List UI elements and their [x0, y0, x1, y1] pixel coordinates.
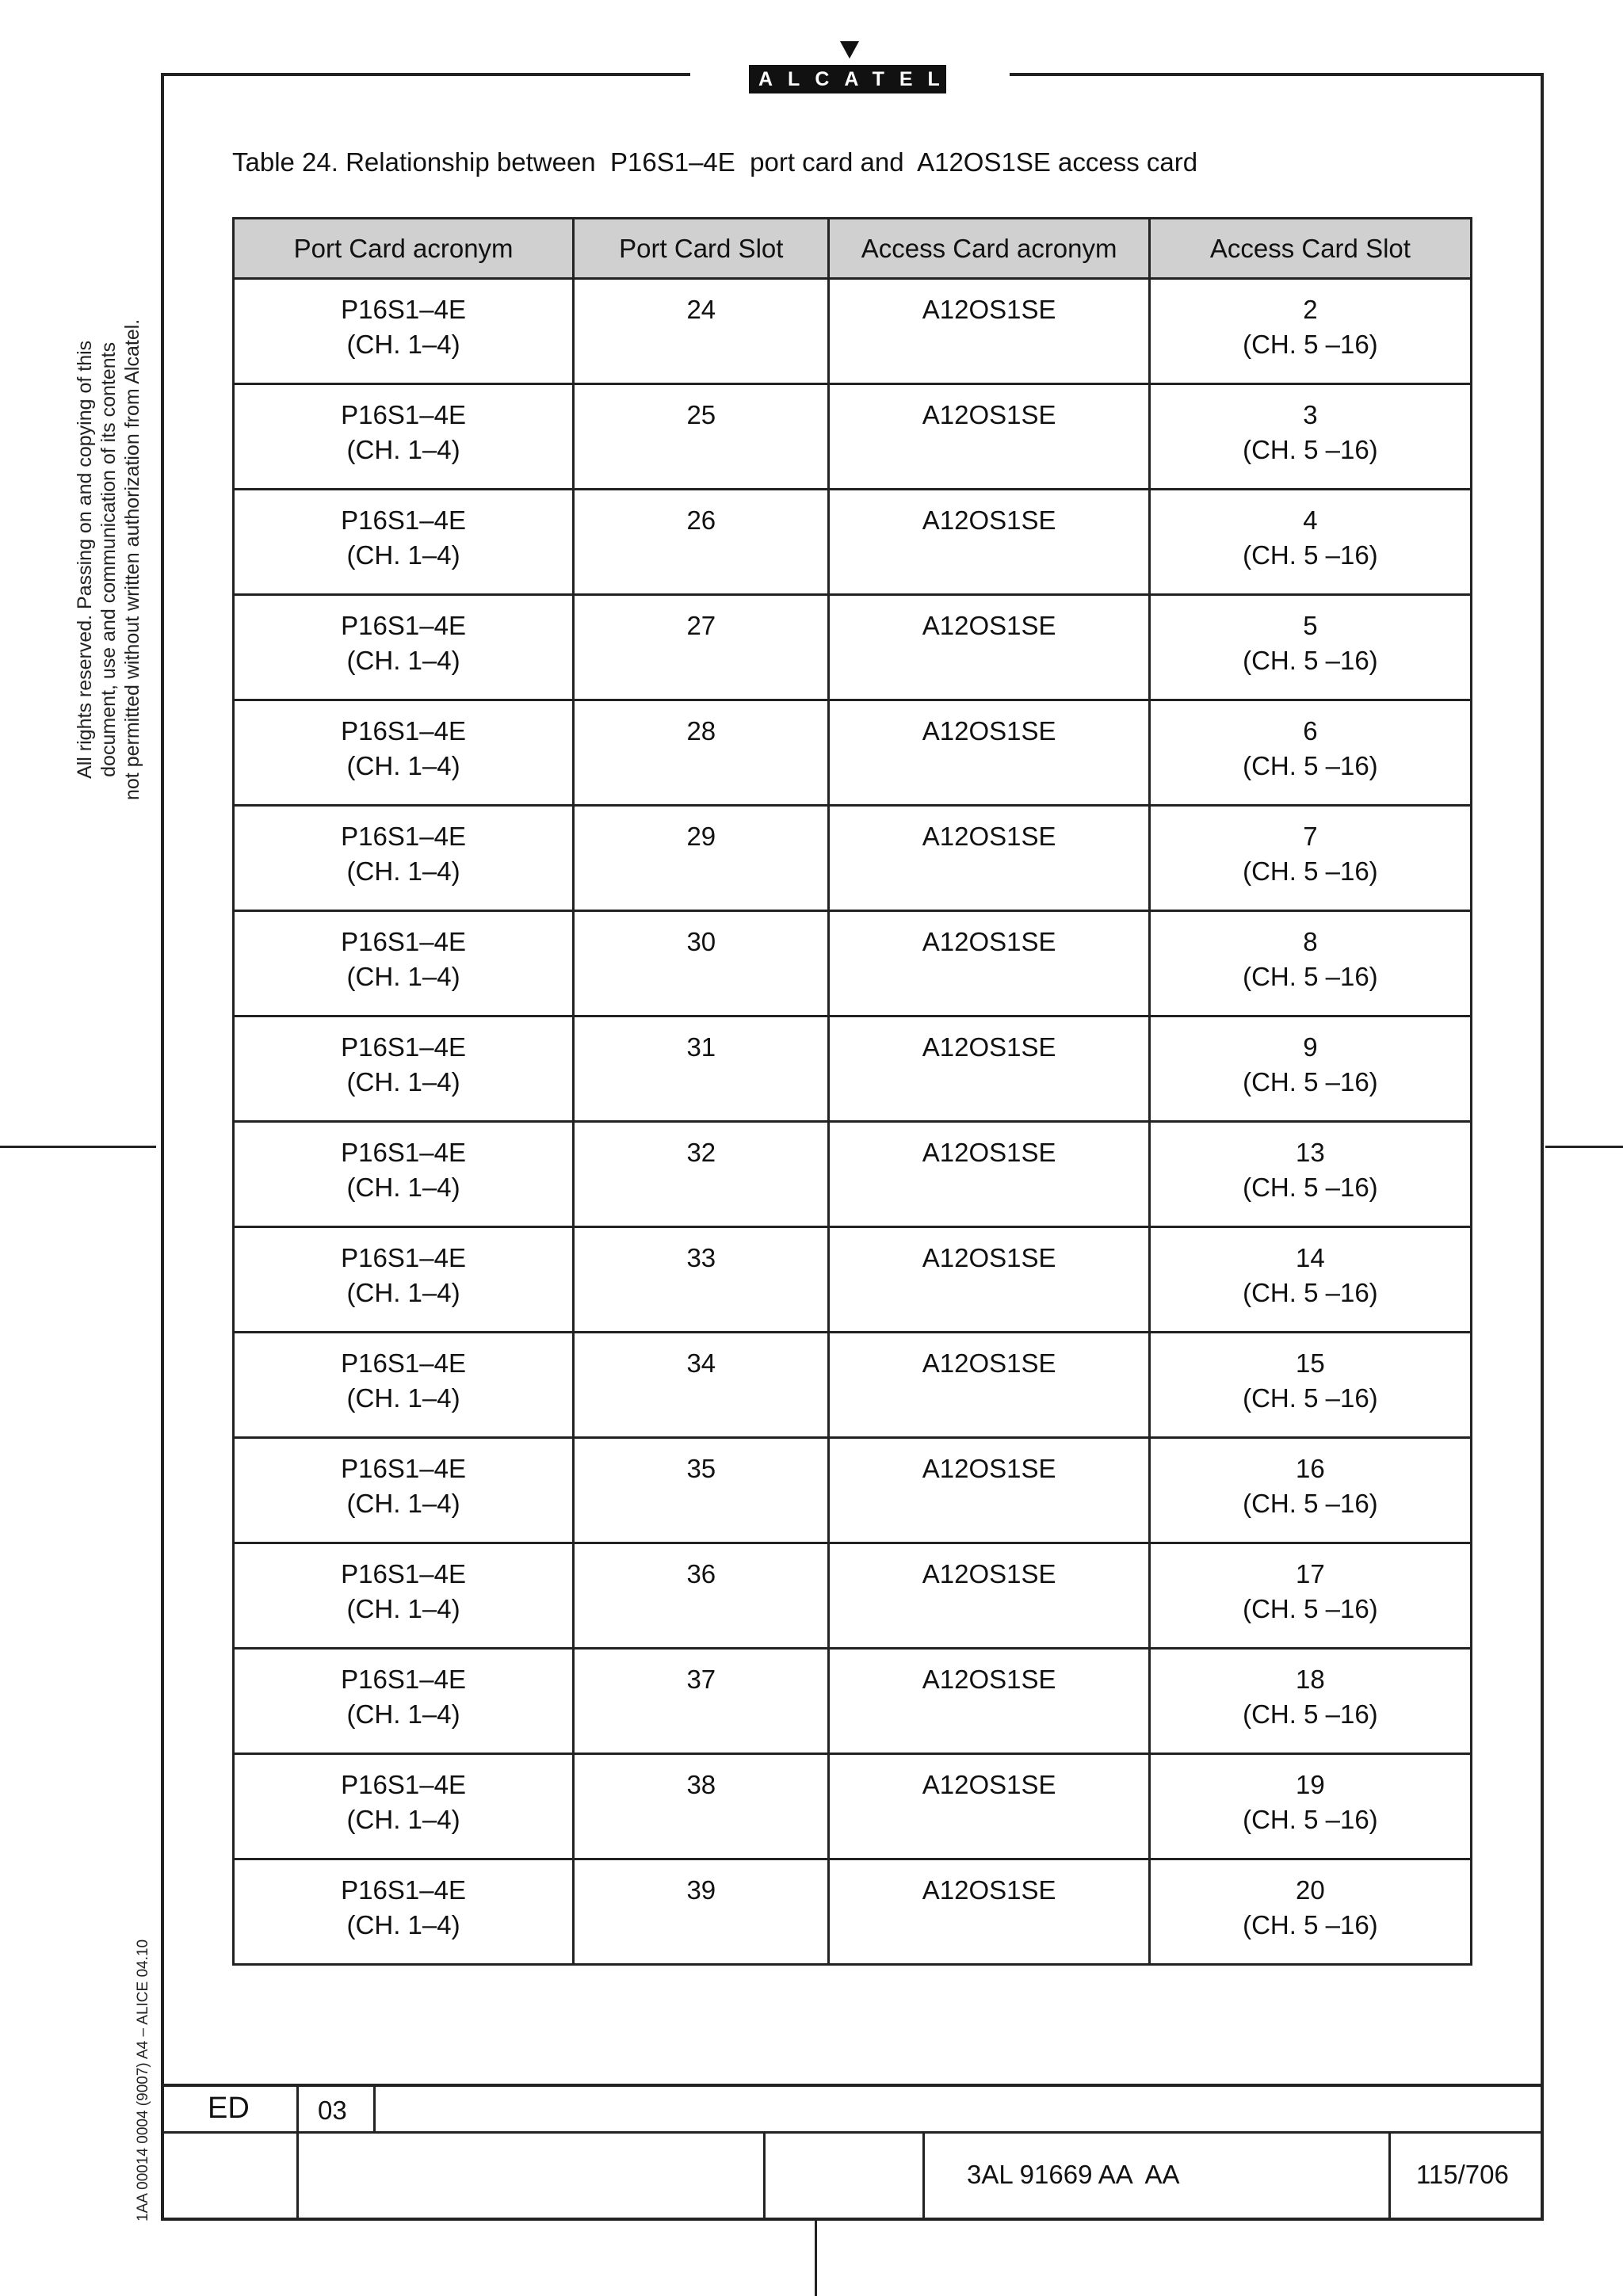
cell-access-card-slot	[1149, 1754, 1471, 1859]
cell-port-card-acronym	[234, 1543, 574, 1649]
cell-access-card-slot-text: (CH. 5 –16)	[1243, 1383, 1378, 1413]
cell-access-card-acronym	[829, 806, 1149, 911]
table-row	[234, 1859, 1472, 1965]
cell-access-card-slot-text: (CH. 5 –16)	[1243, 1805, 1378, 1834]
cell-access-card-slot-text: (CH. 5 –16)	[1243, 1489, 1378, 1518]
cell-port-card-acronym-text: P16S1–4E	[341, 716, 466, 746]
cell-access-card-slot-text: 18	[1296, 1665, 1325, 1694]
cell-access-card-slot-text: 8	[1303, 927, 1318, 956]
cell-port-card-acronym-text: P16S1–4E	[341, 1032, 466, 1062]
cell-access-card-acronym	[829, 384, 1149, 490]
header-access-card-slot: Access Card Slot	[1149, 219, 1471, 279]
cell-access-card-acronym-text: A12OS1SE	[922, 295, 1056, 324]
cell-port-card-slot	[574, 384, 829, 490]
cell-access-card-acronym	[829, 595, 1149, 700]
relationship-table	[232, 217, 1472, 1966]
frame-right	[1541, 73, 1544, 2220]
cell-port-card-acronym-text: P16S1–4E	[341, 1348, 466, 1378]
cell-port-card-acronym-text: (CH. 1–4)	[346, 1489, 460, 1518]
cell-port-card-acronym-text: (CH. 1–4)	[346, 1383, 460, 1413]
cell-port-card-acronym	[234, 1649, 574, 1754]
cell-access-card-acronym-text: A12OS1SE	[922, 822, 1056, 851]
table-row	[234, 1754, 1472, 1859]
frame-top-left	[161, 73, 690, 76]
table-row	[234, 1543, 1472, 1649]
cell-access-card-acronym	[829, 1754, 1149, 1859]
cell-port-card-slot-text: 35	[686, 1454, 716, 1483]
table-row	[234, 279, 1472, 384]
table-row	[234, 700, 1472, 806]
cell-access-card-acronym	[829, 490, 1149, 595]
cell-access-card-acronym	[829, 1438, 1149, 1543]
fold-mark-left	[0, 1146, 156, 1148]
title-block-mid	[161, 2131, 1544, 2134]
cell-port-card-slot	[574, 1333, 829, 1438]
cell-port-card-acronym-text: P16S1–4E	[341, 822, 466, 851]
cell-access-card-acronym-text: A12OS1SE	[922, 1454, 1056, 1483]
cell-access-card-slot-text: 14	[1296, 1243, 1325, 1272]
cell-access-card-acronym-text: A12OS1SE	[922, 1032, 1056, 1062]
cell-access-card-slot	[1149, 1016, 1471, 1122]
title-block-div-1	[296, 2084, 299, 2220]
cell-access-card-slot-text: (CH. 5 –16)	[1243, 1910, 1378, 1939]
cell-port-card-acronym-text: (CH. 1–4)	[346, 1805, 460, 1834]
cell-access-card-slot	[1149, 1333, 1471, 1438]
cell-port-card-slot	[574, 806, 829, 911]
cell-port-card-acronym-text: (CH. 1–4)	[346, 330, 460, 359]
table-row	[234, 1649, 1472, 1754]
title-block-div-4	[922, 2131, 925, 2220]
cell-port-card-acronym-text: (CH. 1–4)	[346, 1594, 460, 1623]
cell-port-card-acronym	[234, 700, 574, 806]
frame-top-right	[1010, 73, 1544, 76]
cell-access-card-acronym-text: A12OS1SE	[922, 1770, 1056, 1799]
cell-access-card-slot	[1149, 911, 1471, 1016]
copyright-line-2: document, use and communication of its contents	[97, 341, 120, 777]
table-row	[234, 1227, 1472, 1333]
table-row	[234, 806, 1472, 911]
cell-port-card-acronym-text: P16S1–4E	[341, 1243, 466, 1272]
cell-access-card-acronym	[829, 1122, 1149, 1227]
cell-port-card-acronym-text: (CH. 1–4)	[346, 435, 460, 464]
cell-access-card-slot-text: 16	[1296, 1454, 1325, 1483]
table-row	[234, 1122, 1472, 1227]
cell-access-card-acronym	[829, 279, 1149, 384]
cell-port-card-acronym	[234, 279, 574, 384]
cell-port-card-slot	[574, 911, 829, 1016]
cell-access-card-slot-text: (CH. 5 –16)	[1243, 962, 1378, 991]
cell-access-card-acronym-text: A12OS1SE	[922, 927, 1056, 956]
header-port-card-slot: Port Card Slot	[574, 219, 829, 279]
cell-access-card-slot-text: (CH. 5 –16)	[1243, 856, 1378, 886]
cell-access-card-acronym-text: A12OS1SE	[922, 611, 1056, 640]
cell-port-card-slot-text: 31	[686, 1032, 716, 1062]
cell-access-card-slot	[1149, 595, 1471, 700]
cell-port-card-acronym-text: P16S1–4E	[341, 1559, 466, 1589]
page-number: 115/706	[1416, 2160, 1509, 2189]
cell-port-card-slot	[574, 490, 829, 595]
cell-port-card-acronym-text: (CH. 1–4)	[346, 751, 460, 780]
cell-port-card-slot	[574, 1122, 829, 1227]
cell-access-card-slot-text: 7	[1303, 822, 1318, 851]
cell-access-card-slot-text: (CH. 5 –16)	[1243, 1173, 1378, 1202]
table-header-row	[234, 219, 1472, 279]
cell-access-card-slot	[1149, 490, 1471, 595]
cell-access-card-slot-text: (CH. 5 –16)	[1243, 540, 1378, 570]
edition-value: 03	[318, 2096, 347, 2125]
cell-port-card-acronym-text: (CH. 1–4)	[346, 1278, 460, 1307]
cell-port-card-acronym-text: P16S1–4E	[341, 1875, 466, 1905]
cell-port-card-acronym	[234, 1122, 574, 1227]
cell-access-card-slot	[1149, 1227, 1471, 1333]
cell-port-card-slot-text: 38	[686, 1770, 716, 1799]
cell-access-card-slot-text: 19	[1296, 1770, 1325, 1799]
cell-port-card-acronym-text: (CH. 1–4)	[346, 646, 460, 675]
cell-access-card-acronym-text: A12OS1SE	[922, 400, 1056, 429]
cell-port-card-slot-text: 39	[686, 1875, 716, 1905]
cell-port-card-slot-text: 37	[686, 1665, 716, 1694]
cell-port-card-acronym	[234, 384, 574, 490]
cell-access-card-slot-text: 5	[1303, 611, 1318, 640]
cell-access-card-slot-text: (CH. 5 –16)	[1243, 1699, 1378, 1729]
bottom-center-mark	[815, 2220, 817, 2296]
cell-access-card-acronym	[829, 911, 1149, 1016]
cell-access-card-acronym	[829, 1649, 1149, 1754]
cell-access-card-slot-text: 13	[1296, 1138, 1325, 1167]
header-port-card-acronym: Port Card acronym	[234, 219, 574, 279]
cell-access-card-slot-text: (CH. 5 –16)	[1243, 330, 1378, 359]
cell-access-card-slot-text: 3	[1303, 400, 1318, 429]
cell-port-card-slot	[574, 1543, 829, 1649]
cell-port-card-acronym-text: P16S1–4E	[341, 505, 466, 535]
header-access-card-acronym: Access Card acronym	[829, 219, 1149, 279]
title-block-bottom	[161, 2218, 1544, 2221]
cell-access-card-slot	[1149, 279, 1471, 384]
cell-access-card-acronym	[829, 1859, 1149, 1965]
table-row	[234, 384, 1472, 490]
cell-port-card-acronym	[234, 490, 574, 595]
cell-port-card-slot-text: 26	[686, 505, 716, 535]
cell-port-card-acronym-text: (CH. 1–4)	[346, 1910, 460, 1939]
table-row	[234, 490, 1472, 595]
frame-left	[161, 73, 164, 2220]
cell-access-card-slot-text: (CH. 5 –16)	[1243, 1278, 1378, 1307]
edition-label: ED	[208, 2092, 250, 2125]
cell-access-card-slot	[1149, 700, 1471, 806]
cell-port-card-acronym-text: (CH. 1–4)	[346, 1067, 460, 1097]
cell-access-card-acronym-text: A12OS1SE	[922, 1559, 1056, 1589]
cell-port-card-acronym	[234, 1754, 574, 1859]
cell-access-card-acronym-text: A12OS1SE	[922, 716, 1056, 746]
cell-access-card-slot-text: (CH. 5 –16)	[1243, 1067, 1378, 1097]
cell-access-card-slot	[1149, 1859, 1471, 1965]
cell-port-card-acronym	[234, 1438, 574, 1543]
cell-access-card-acronym	[829, 1227, 1149, 1333]
form-reference: 1AA 00014 0004 (9007) A4 – ALICE 04.10	[135, 1939, 151, 2222]
cell-port-card-slot-text: 33	[686, 1243, 716, 1272]
cell-access-card-acronym-text: A12OS1SE	[922, 1665, 1056, 1694]
cell-port-card-slot	[574, 1227, 829, 1333]
table-row	[234, 1333, 1472, 1438]
cell-access-card-slot-text: (CH. 5 –16)	[1243, 751, 1378, 780]
cell-port-card-acronym-text: (CH. 1–4)	[346, 962, 460, 991]
title-block-top	[161, 2084, 1544, 2087]
title-block-div-5	[1388, 2131, 1391, 2220]
cell-access-card-slot	[1149, 1649, 1471, 1754]
cell-port-card-slot	[574, 595, 829, 700]
cell-access-card-slot-text: 17	[1296, 1559, 1325, 1589]
cell-access-card-slot	[1149, 384, 1471, 490]
cell-access-card-acronym-text: A12OS1SE	[922, 1243, 1056, 1272]
cell-port-card-acronym	[234, 911, 574, 1016]
cell-access-card-slot-text: 15	[1296, 1348, 1325, 1378]
cell-access-card-slot-text: (CH. 5 –16)	[1243, 435, 1378, 464]
cell-port-card-acronym	[234, 806, 574, 911]
cell-port-card-slot-text: 36	[686, 1559, 716, 1589]
cell-port-card-acronym	[234, 1333, 574, 1438]
cell-port-card-acronym-text: P16S1–4E	[341, 611, 466, 640]
table-row	[234, 1016, 1472, 1122]
cell-access-card-slot-text: 6	[1303, 716, 1318, 746]
cell-port-card-acronym-text: P16S1–4E	[341, 1665, 466, 1694]
cell-port-card-acronym	[234, 1016, 574, 1122]
cell-port-card-slot-text: 32	[686, 1138, 716, 1167]
cell-access-card-slot	[1149, 1543, 1471, 1649]
cell-access-card-acronym-text: A12OS1SE	[922, 1348, 1056, 1378]
cell-port-card-acronym-text: P16S1–4E	[341, 1138, 466, 1167]
cell-port-card-acronym	[234, 1227, 574, 1333]
cell-access-card-acronym	[829, 1333, 1149, 1438]
cell-port-card-acronym-text: (CH. 1–4)	[346, 540, 460, 570]
cell-port-card-slot-text: 25	[686, 400, 716, 429]
cell-access-card-acronym	[829, 1543, 1149, 1649]
cell-port-card-slot-text: 34	[686, 1348, 716, 1378]
cell-port-card-slot-text: 27	[686, 611, 716, 640]
cell-port-card-acronym-text: P16S1–4E	[341, 295, 466, 324]
cell-port-card-acronym-text: P16S1–4E	[341, 400, 466, 429]
cell-port-card-slot-text: 28	[686, 716, 716, 746]
document-number: 3AL 91669 AA AA	[967, 2160, 1180, 2189]
cell-port-card-acronym-text: (CH. 1–4)	[346, 856, 460, 886]
cell-access-card-acronym	[829, 700, 1149, 806]
cell-port-card-acronym-text: P16S1–4E	[341, 1770, 466, 1799]
table-caption: Table 24. Relationship between P16S1–4E port card and A12OS1SE access card	[232, 147, 1198, 177]
cell-port-card-acronym-text: P16S1–4E	[341, 1454, 466, 1483]
cell-access-card-slot-text: (CH. 5 –16)	[1243, 1594, 1378, 1623]
copyright-line-1: All rights reserved. Passing on and copying of this	[74, 340, 96, 779]
cell-port-card-slot-text: 30	[686, 927, 716, 956]
cell-port-card-slot-text: 24	[686, 295, 716, 324]
cell-access-card-slot-text: 4	[1303, 505, 1318, 535]
cell-port-card-slot-text: 29	[686, 822, 716, 851]
cell-access-card-acronym-text: A12OS1SE	[922, 1138, 1056, 1167]
table-row	[234, 911, 1472, 1016]
cell-port-card-acronym	[234, 1859, 574, 1965]
cell-access-card-slot-text: 2	[1303, 295, 1318, 324]
cell-port-card-slot	[574, 279, 829, 384]
cell-port-card-slot	[574, 1754, 829, 1859]
cell-access-card-slot-text: 20	[1296, 1875, 1325, 1905]
copyright-line-3: not permitted without written authorization from Alcatel.	[121, 318, 143, 800]
alcatel-logo: ALCATEL	[749, 65, 946, 93]
cell-access-card-acronym-text: A12OS1SE	[922, 1875, 1056, 1905]
cell-access-card-slot-text: 9	[1303, 1032, 1318, 1062]
cell-access-card-acronym	[829, 1016, 1149, 1122]
title-block-div-3	[763, 2131, 766, 2220]
cell-port-card-slot	[574, 1649, 829, 1754]
cell-access-card-slot	[1149, 1438, 1471, 1543]
fold-mark-right	[1545, 1146, 1623, 1148]
cell-port-card-acronym-text: P16S1–4E	[341, 927, 466, 956]
cell-port-card-acronym-text: (CH. 1–4)	[346, 1173, 460, 1202]
cell-access-card-slot	[1149, 1122, 1471, 1227]
table-row	[234, 595, 1472, 700]
cell-access-card-acronym-text: A12OS1SE	[922, 505, 1056, 535]
cell-access-card-slot-text: (CH. 5 –16)	[1243, 646, 1378, 675]
cell-access-card-slot	[1149, 806, 1471, 911]
copyright-notice	[73, 319, 144, 800]
logo-triangle-icon	[840, 41, 859, 59]
cell-port-card-acronym-text: (CH. 1–4)	[346, 1699, 460, 1729]
table-row	[234, 1438, 1472, 1543]
title-block-div-2	[373, 2084, 376, 2133]
cell-port-card-slot	[574, 1016, 829, 1122]
cell-port-card-slot	[574, 700, 829, 806]
cell-port-card-acronym	[234, 595, 574, 700]
cell-port-card-slot	[574, 1859, 829, 1965]
cell-port-card-slot	[574, 1438, 829, 1543]
